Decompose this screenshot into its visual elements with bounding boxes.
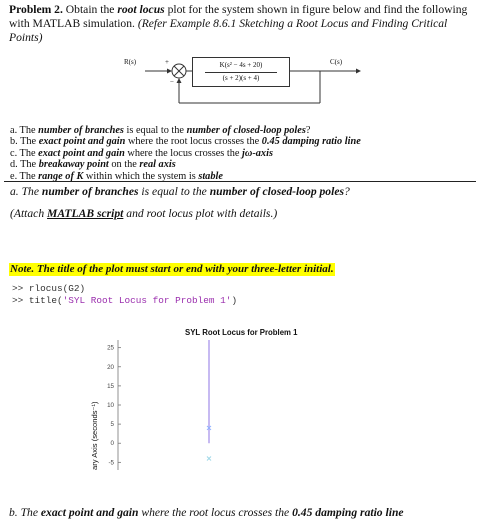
code-line-2: >> title('SYL Root Locus for Problem 1')	[12, 295, 238, 306]
y-tick-label: -5	[108, 459, 114, 467]
task-e: e. The range of K within which the system is stable	[10, 170, 223, 182]
code-line-1: >> rlocus(G2)	[12, 283, 86, 294]
section-a-heading: a. The number of branches is equal to the number of closed-loop poles?	[10, 185, 350, 198]
minus-sign: −	[170, 78, 174, 86]
y-tick-label: 25	[107, 344, 114, 352]
tf-fraction-line	[205, 72, 277, 73]
task-b: b. The exact point and gain where the root locus crosses the 0.45 damping ratio line	[10, 136, 361, 148]
y-tick-label: 15	[107, 382, 114, 390]
problem-text-1: Obtain the	[62, 3, 118, 16]
transfer-function-block	[192, 57, 290, 87]
y-tick-label: 10	[107, 402, 114, 409]
task-a: a. The number of branches is equal to the number of closed-loop poles?	[10, 125, 311, 136]
section-b-heading: b. The exact point and gain where the root locus crosses the 0.45 damping ratio line	[9, 506, 404, 519]
pole-zero-marker	[207, 426, 211, 430]
task-d: d. The breakaway point on the real axis	[10, 159, 176, 171]
plot-title: SYL Root Locus for Problem 1	[185, 328, 298, 337]
output-label: C(s)	[330, 58, 343, 66]
y-tick-label: 20	[107, 363, 114, 371]
highlighted-note: Note. The title of the plot must start or end with your three-letter initial.	[10, 263, 334, 275]
section-divider	[4, 181, 476, 182]
attach-instruction: (Attach MATLAB script and root locus plot with details.)	[10, 207, 278, 220]
plus-sign: +	[165, 58, 169, 66]
y-tick-label: 0	[110, 440, 114, 448]
matlab-code-block	[12, 283, 237, 307]
problem-label: Problem 2.	[9, 3, 63, 16]
problem-statement	[9, 3, 477, 45]
block-diagram	[90, 56, 410, 116]
root-locus-emphasis: root locus	[117, 3, 165, 16]
task-c: c. The exact point and gain where the locus crosses the jω-axis	[10, 147, 273, 159]
tf-denominator: (s + 2)(s + 4)	[222, 74, 260, 82]
task-list	[10, 125, 480, 182]
y-axis-label: ary Axis (seconds⁻¹)	[90, 401, 99, 470]
problem-reference: (Refer Example 8.6.1 Sketching a Root Locus and Finding Critical Points)	[9, 17, 448, 44]
pole-zero-marker	[207, 457, 211, 461]
problem-text-2: plot for the system shown in figure below and find the following with MATLAB simulation.	[9, 3, 468, 30]
y-tick-label: 5	[110, 421, 114, 429]
tf-numerator: K(s² − 4s + 20)	[219, 61, 263, 69]
input-label: R(s)	[124, 58, 137, 66]
matlab-script-link-text: MATLAB script	[47, 207, 124, 220]
